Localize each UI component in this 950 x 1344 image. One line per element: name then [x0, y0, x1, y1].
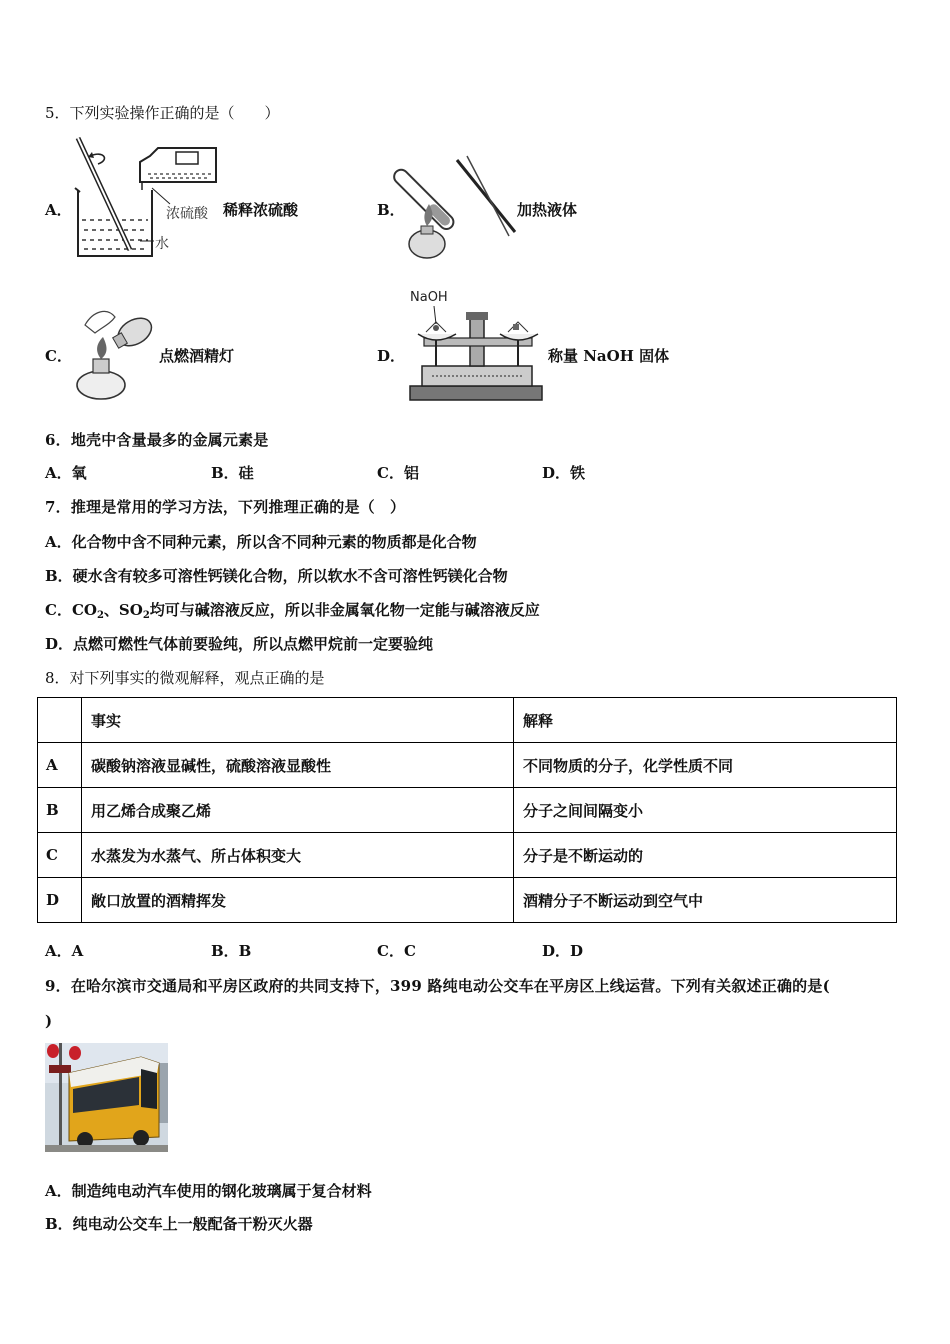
q5-option-d: D． [377, 347, 406, 365]
q8-stem: 8．对下列事实的微观解释，观点正确的是 [45, 669, 325, 687]
q9-option-a: A．制造纯电动汽车使用的钢化玻璃属于复合材料 [45, 1182, 372, 1200]
facts-table [37, 697, 897, 923]
row-explanation: 分子之间间隔变小 [514, 788, 897, 833]
q7-option-a: A．化合物中含不同种元素，所以含不同种元素的物质都是化合物 [45, 533, 477, 551]
q5-caption-a: 稀释浓硫酸 [223, 201, 299, 219]
q7-option-b: B．硬水含有较多可溶性钙镁化合物，所以软水不含可溶性钙镁化合物 [45, 567, 508, 585]
row-label: B [38, 788, 82, 833]
q8-option-d: D．D [542, 942, 584, 960]
table-header-fact: 事实 [82, 698, 514, 743]
q5-caption-d: 称量 NaOH 固体 [548, 347, 670, 365]
q6-option-a: A．氧 [45, 464, 87, 482]
figure-light-lamp [73, 303, 158, 403]
q6-option-d: D．铁 [542, 464, 586, 482]
q6-option-b: B．硅 [211, 464, 254, 482]
row-explanation: 酒精分子不断运动到空气中 [514, 878, 897, 923]
row-fact: 水蒸发为水蒸气、所占体积变大 [82, 833, 514, 878]
q9-stem: 9．在哈尔滨市交通局和平房区政府的共同支持下，399 路纯电动公交车在平房区上线运营。下列有关叙述正确的是( [45, 977, 830, 995]
q8-option-c: C．C [377, 942, 416, 960]
row-explanation: 不同物质的分子，化学性质不同 [514, 743, 897, 788]
q6-option-c: C．铝 [377, 464, 419, 482]
table-row [38, 743, 897, 788]
table-header-explanation: 解释 [514, 698, 897, 743]
q7-option-d: D．点燃可燃性气体前要验纯，所以点燃甲烷前一定要验纯 [45, 635, 434, 653]
figure-heating-liquid [405, 152, 517, 262]
q5-stem: 5．下列实验操作正确的是（ ） [45, 104, 280, 122]
q6-stem: 6．地壳中含量最多的金属元素是 [45, 431, 269, 449]
q5-option-a: A． [45, 201, 72, 219]
q7-option-c: C．$CO_2$、$SO_2$均可与碱溶液反应，所以非金属氧化物一定能与碱溶液反应 [45, 601, 540, 621]
row-label: A [38, 743, 82, 788]
row-explanation: 分子是不断运动的 [514, 833, 897, 878]
row-fact: 碳酸钠溶液显碱性，硫酸溶液显酸性 [82, 743, 514, 788]
row-label: C [38, 833, 82, 878]
q9-option-b: B．纯电动公交车上一般配备干粉灭火器 [45, 1215, 313, 1233]
table-header-row [38, 698, 897, 743]
table-header-cell [38, 698, 82, 743]
electric-bus-photo [45, 1043, 168, 1152]
row-label: D [38, 878, 82, 923]
table-row [38, 833, 897, 878]
q9-stem-end: ) [45, 1012, 53, 1030]
q5-option-b: B． [377, 201, 405, 219]
q7-stem: 7．推理是常用的学习方法，下列推理正确的是（ ） [45, 498, 406, 516]
table-row [38, 878, 897, 923]
q5-caption-c: 点燃酒精灯 [159, 347, 235, 365]
figure-dilute-acid [70, 132, 225, 262]
q5-caption-b: 加热液体 [517, 201, 578, 219]
q8-option-b: B．B [211, 942, 252, 960]
naoh-label: NaOH [410, 290, 448, 305]
q8-option-a: A．A [45, 942, 84, 960]
figure-balance [408, 290, 548, 402]
water-label: 水 [155, 236, 169, 252]
acid-label: 浓硫酸 [166, 206, 208, 222]
row-fact: 用乙烯合成聚乙烯 [82, 788, 514, 833]
row-fact: 敞口放置的酒精挥发 [82, 878, 514, 923]
table-row [38, 788, 897, 833]
q5-option-c: C． [45, 347, 72, 365]
